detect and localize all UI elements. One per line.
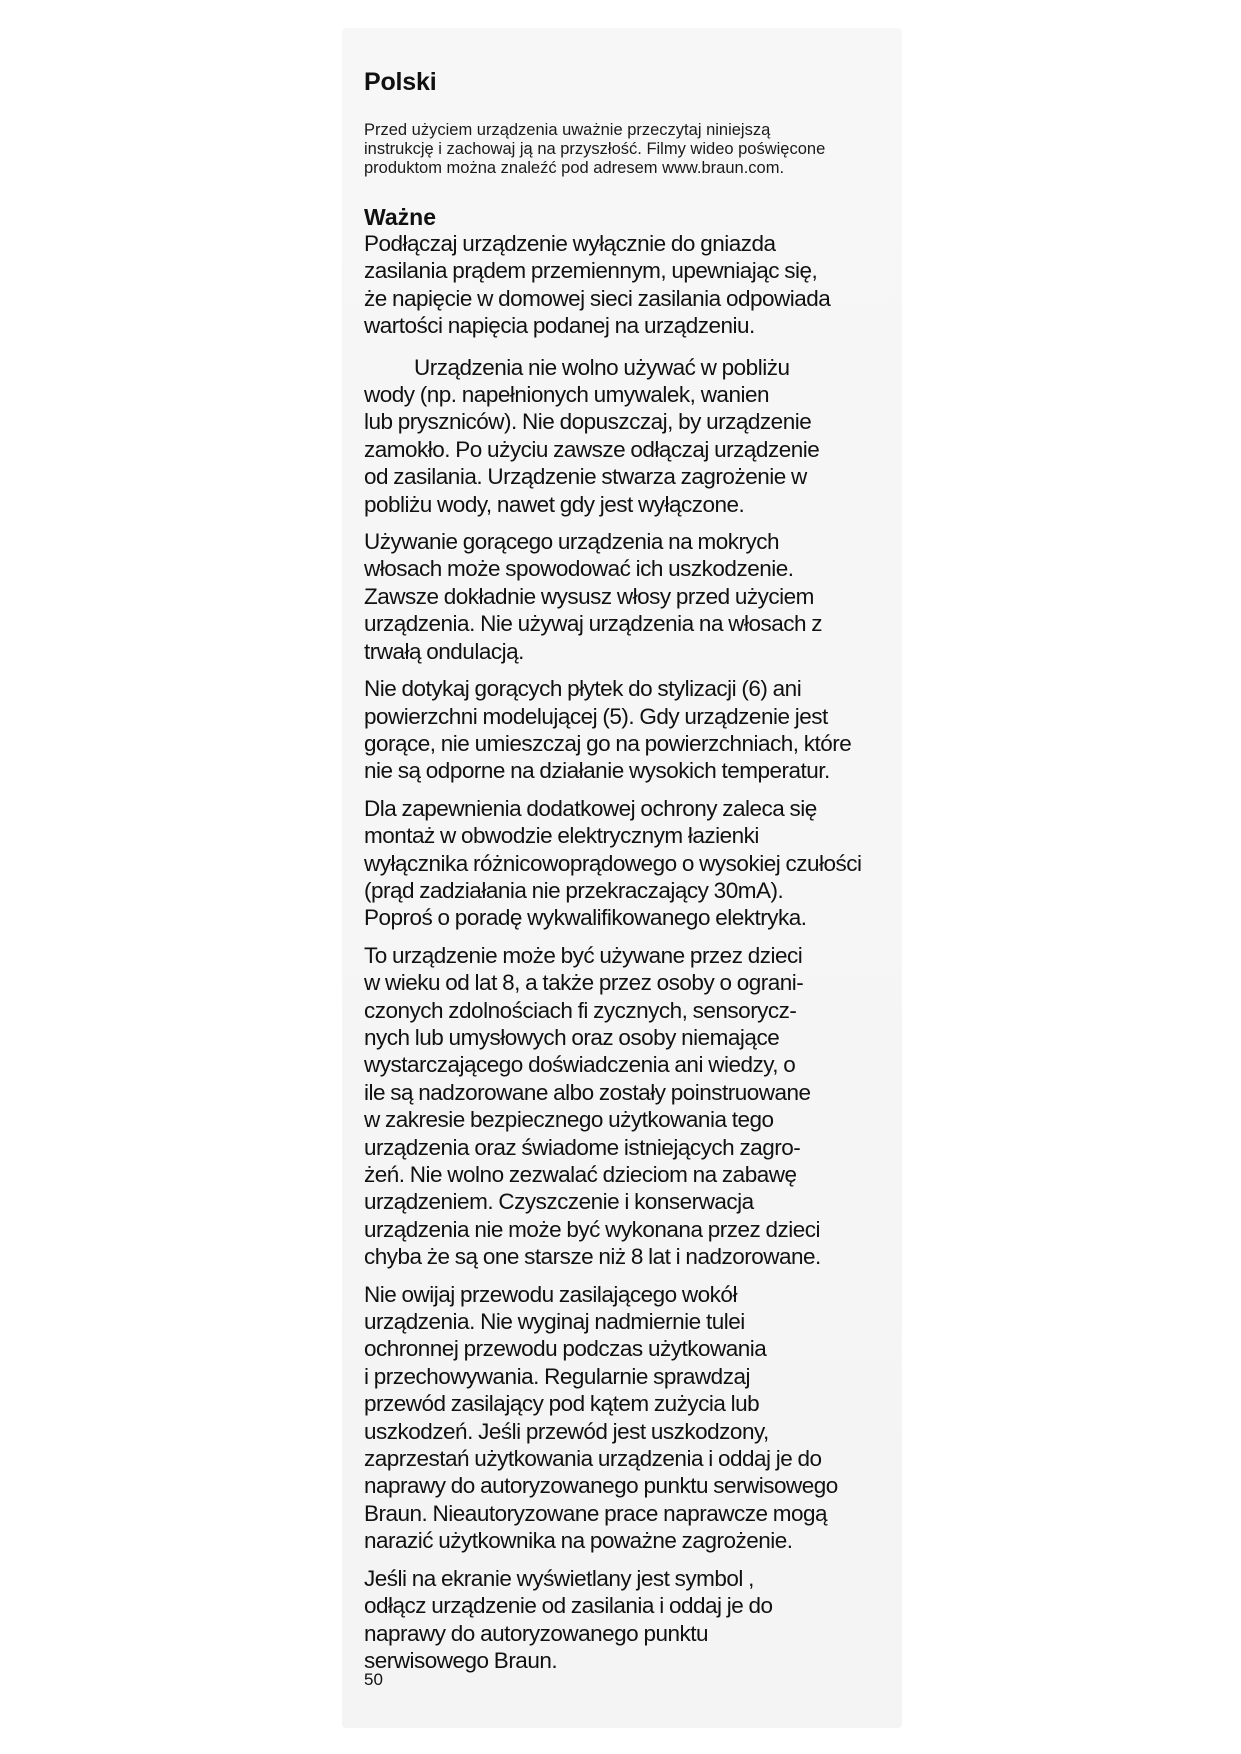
intro-text: Przed użyciem urządzenia uważnie przeczytaj niniejszą instrukcję i zachowaj ją na przyszłość. Filmy wideo poświęcone produktom można znaleźć pod adresem www.braun.com. <box>364 121 826 177</box>
page-number: 50 <box>364 1670 383 1689</box>
paragraph-water-warning: Urządzenia nie wolno używać w pobliżu wody (np. napełnionych umywalek, wanien lub pryszniców). Nie dopuszczaj, by urządzenie zamokło. Po użyciu zawsze odłączaj urządzenie od zasilania. Urządzenie stwarza zagrożenie w pobliżu wody, nawet gdy jest wyłączone. <box>364 354 820 517</box>
paragraph-hot-plates: Nie dotykaj gorących płytek do stylizacji (6) ani powierzchni modelującej (5). Gdy urządzenie jest gorące, nie umieszczaj go na powierzchniach, które nie są odporne na działanie wysokich temperatur. <box>364 676 852 784</box>
section-heading: Ważne <box>364 204 436 230</box>
paragraph-rcd-protection: Dla zapewnienia dodatkowej ochrony zaleca się montaż w obwodzie elektrycznym łazienki wyłącznika różnicowoprądowego o wysokiej czułości (prąd zadziałania nie przekraczający 30mA). Poproś o poradę wykwalifikowanego elektryka. <box>364 795 862 931</box>
document-content <box>364 68 884 1684</box>
paragraph-wet-hair: Używanie gorącego urządzenia na mokrych włosach może spowodować ich uszkodzenie. Zawsze dokładnie wysusz włosy przed użyciem urządzenia. Nie używaj urządzenia na włosach z trwałą ondulacją. <box>364 529 823 664</box>
paragraph-children-use: To urządzenie może być używane przez dzieci w wieku od lat 8, a także przez osoby o ograni- czonych zdolnościach fi zycznych, sensorycz- nych lub umysłowych oraz osoby niemające wystarczającego doświadczenia ani wiedzy, o ile są nadzorowane albo zostały poinstruowane w zakresie bezpiecznego użytkowania tego urządzenia oraz świadome istniejących zagro- żeń. Nie wolno zezwalać dzieciom na zabawę urządzeniem. Czyszczenie i konserwacja urządzenia nie może być wykonana przez dzieci chyba że są one starsze niż 8 lat i nadzorowane. <box>364 942 821 1270</box>
language-heading: Polski <box>364 68 437 96</box>
paragraph-power-supply: Podłączaj urządzenie wyłącznie do gniazda zasilania prądem przemiennym, upewniając się, że napięcie w domowej sieci zasilania odpowiada wartości napięcia podanej na urządzeniu. <box>364 231 831 339</box>
paragraph-cord-care: Nie owijaj przewodu zasilającego wokół urządzenia. Nie wyginaj nadmiernie tulei ochronnej przewodu podczas użytkowania i przechowywania. Regularnie sprawdzaj przewód zasilający pod kątem zużycia lub uszkodzeń. Jeśli przewód jest uszkodzony, zaprzestań użytkowania urządzenia i oddaj je do naprawy do autoryzowanego punktu serwisowego Braun. Nieautoryzowane prace naprawcze mogą narazić użytkownika na poważne zagrożenie. <box>364 1281 838 1554</box>
paragraph-display-symbol: Jeśli na ekranie wyświetlany jest symbol , odłącz urządzenie od zasilania i oddaj je do naprawy do autoryzowanego punktu serwisowego Braun. <box>364 1565 773 1673</box>
